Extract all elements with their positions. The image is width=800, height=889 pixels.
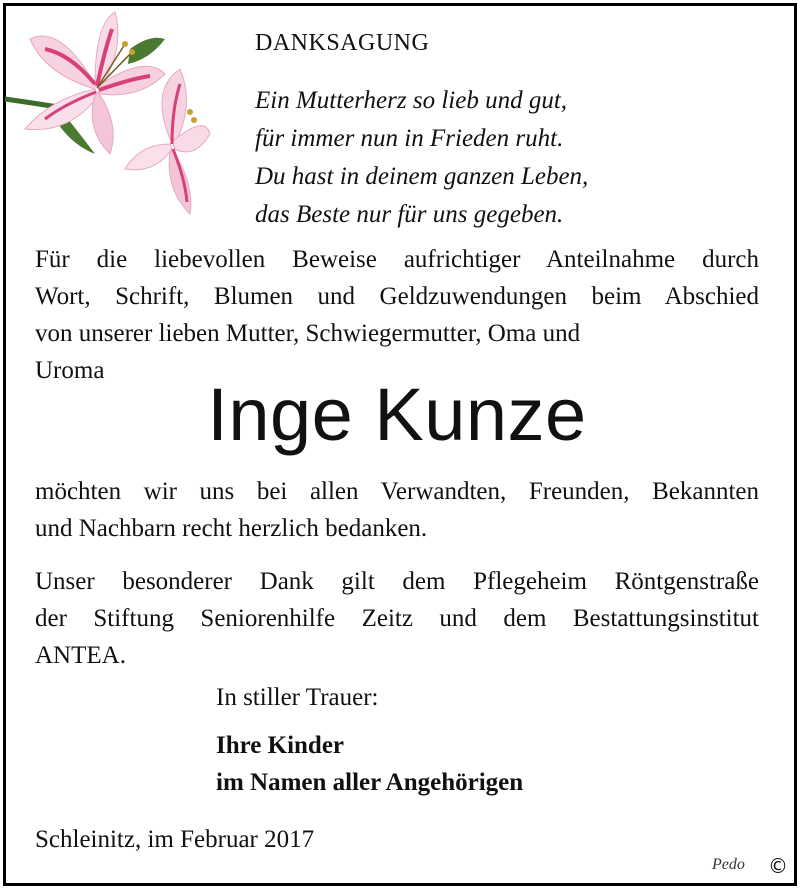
place-date: Schleinitz, im Februar 2017: [35, 826, 315, 853]
poem: [255, 82, 588, 234]
mourner-line: im Namen aller Angehörigen: [216, 769, 524, 796]
poem-line: für immer nun in Frieden ruht.: [255, 125, 564, 152]
mourner-line: Ihre Kinder: [216, 732, 345, 759]
paragraph-line: und Nachbarn recht herzlich bedanken.: [35, 515, 428, 542]
paragraph-special-thanks: [35, 563, 759, 674]
paragraph-line: Für die liebevollen Beweise aufrichtiger Anteilnahme durch: [35, 246, 759, 273]
paragraph-thanks-intro: [35, 241, 759, 389]
poem-line: das Beste nur für uns gegeben.: [255, 201, 564, 228]
paragraph-line: Unser besonderer Dank gilt dem Pflegeheim Röntgenstraße: [35, 568, 759, 595]
paragraph-line: der Stiftung Seniorenhilfe Zeitz und dem Bestattungsinstitut: [35, 605, 759, 632]
poem-line: Ein Mutterherz so lieb und gut,: [255, 87, 568, 114]
paragraph-line: Uroma: [35, 357, 105, 384]
designer-signature: Pedo: [712, 856, 745, 873]
paragraph-line: Wort, Schrift, Blumen und Geldzuwendungen beim Abschied: [35, 283, 759, 310]
paragraph-thanks-relatives: [35, 473, 759, 547]
mourning-intro: In stiller Trauer:: [216, 684, 379, 711]
heading-title: DANKSAGUNG: [255, 30, 430, 56]
mourners: [216, 727, 523, 801]
lily-flower-icon: [0, 4, 215, 224]
copyright-icon: ©: [768, 854, 788, 878]
poem-line: Du hast in deinem ganzen Leben,: [255, 163, 589, 190]
paragraph-line: möchten wir uns bei allen Verwandten, Freunden, Bekannten: [35, 478, 759, 505]
paragraph-line: ANTEA.: [35, 642, 126, 669]
paragraph-line: von unserer lieben Mutter, Schwiegermutter, Oma und: [35, 320, 581, 347]
deceased-name: Inge Kunze: [207, 373, 587, 456]
